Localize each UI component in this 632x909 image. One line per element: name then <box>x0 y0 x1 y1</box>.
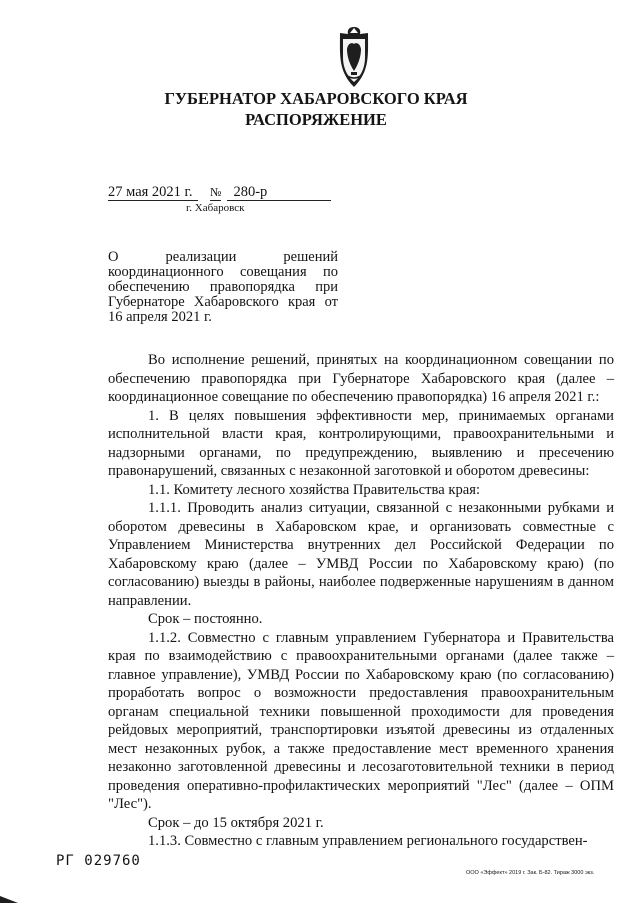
document-subject: О реализации решений координационного совещания по обеспечению правопорядка при Губернаторе Хабаровского края от 16 апреля 2021 г. <box>108 249 338 325</box>
printing-info: ООО «Эффект» 2019 г. Зак. Б-82. Тираж 3000 экз. <box>466 870 595 876</box>
governor-title: ГУБЕРНАТОР ХАБАРОВСКОГО КРАЯ <box>164 89 468 108</box>
body-paragraph: Во исполнение решений, принятых на координационном совещании по обеспечению правопорядка при Губернаторе Хабаровского края (далее – координационное совещание по обеспечению правопорядка) 16 апреля 2021 г.: <box>108 352 614 405</box>
date-number-line <box>108 184 331 201</box>
body-paragraph: Срок – постоянно. <box>148 611 263 627</box>
body-paragraph: 1.1. Комитету лесного хозяйства Правительства края: <box>148 481 480 498</box>
document-date: 27 мая 2021 г. <box>108 184 198 201</box>
body-paragraph: 1. В целях повышения эффективности мер, принимаемых органами исполнительной власти края, контролирующими, правоохранительными и надзорными органами, по предупреждению, выявлению и пресечению правонарушений, связанных с незаконной заготовкой и оборотом древесины: <box>108 407 614 479</box>
city: г. Хабаровск <box>186 202 245 214</box>
body-paragraph: Срок – до 15 октября 2021 г. <box>148 814 324 831</box>
coat-of-arms-emblem <box>330 25 378 89</box>
document-type: РАСПОРЯЖЕНИЕ <box>245 110 387 129</box>
number-sign: № <box>210 185 222 199</box>
document-body <box>108 351 614 851</box>
form-serial-number: РГ 029760 <box>56 853 141 869</box>
body-paragraph: 1.1.2. Совместно с главным управлением Губернатора и Правительства края по взаимодействию с правоохранительными органами (далее также – главное управление), УМВД России по Хабаровскому краю (по согласованию) проработать вопрос о возможности предоставления правоохранительным органам специальной техники повышенной проходимости для проведения рейдовых мероприятий, транспортировки изъятой древесины из отдаленных мест незаконных рубок, а также предоставление мест временного хранения незаконно заготовленной древесины и лесозаготовительной техники в период проведения оперативно-профилактических мероприятий "Лес" (далее – ОПМ "Лес"). <box>108 629 614 812</box>
document-number: 280-р <box>227 184 331 201</box>
body-paragraph: 1.1.3. Совместно с главным управлением регионального государствен- <box>148 833 588 849</box>
body-paragraph: 1.1.1. Проводить анализ ситуации, связанной с незаконными рубками и оборотом древесины в Хабаровском крае, и организовать совместные с Управлением Министерства внутренних дел Российской Федерации по Хабаровскому краю (далее – УМВД России по Хабаровскому краю) (по согласованию) выезды в районы, наиболее подверженные нарушениям в данном направлении. <box>108 500 614 609</box>
scan-edge-mark <box>0 891 18 901</box>
